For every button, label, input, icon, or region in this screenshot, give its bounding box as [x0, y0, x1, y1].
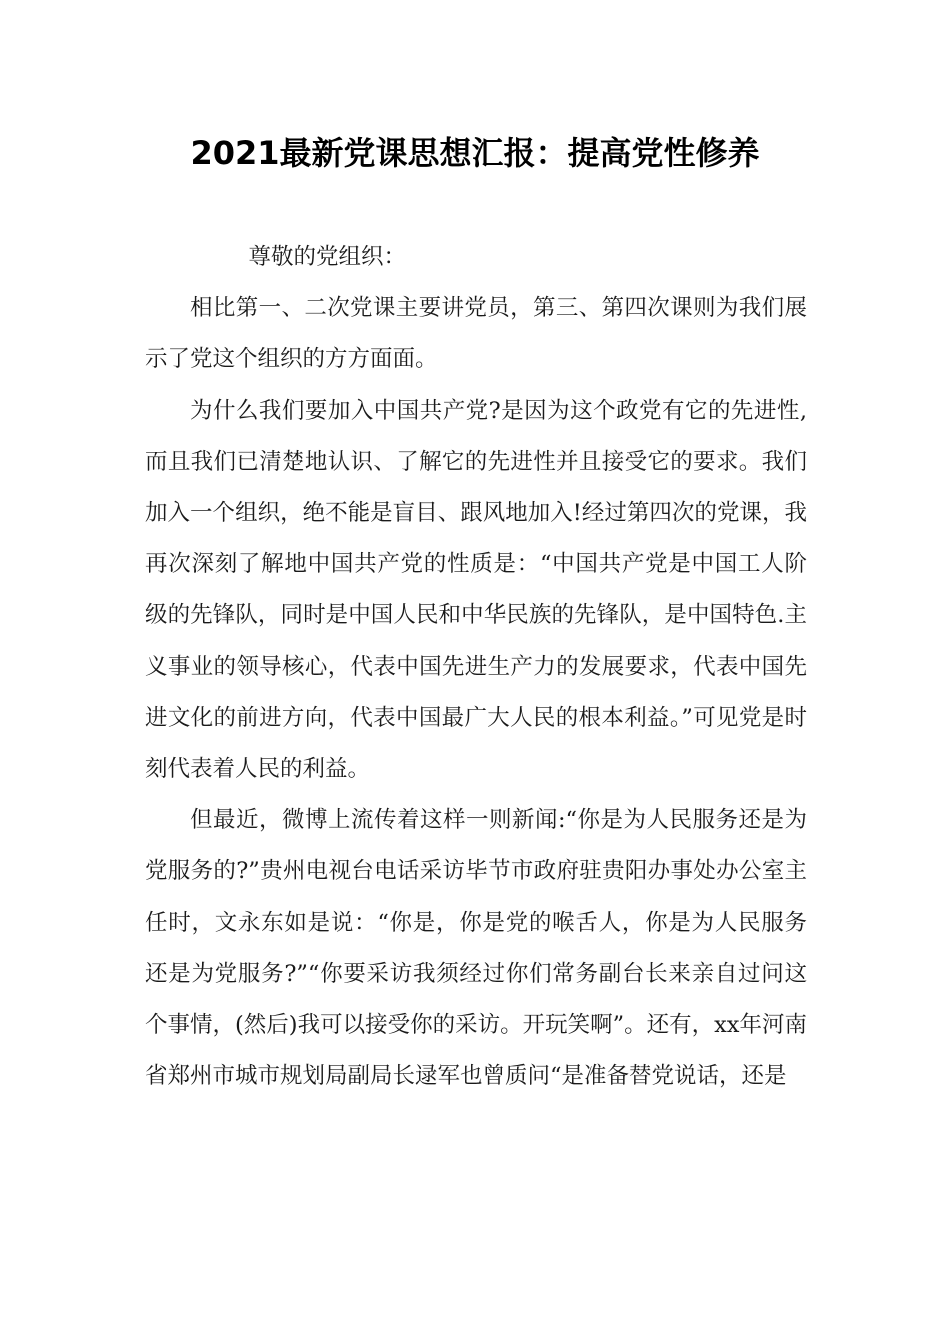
salutation: 尊敬的党组织： — [248, 244, 407, 270]
document-title: 2021最新党课思想汇报：提高党性修养 — [190, 134, 760, 172]
document-body — [145, 232, 807, 1102]
paragraph-3: 但最近，微博上流传着这样一则新闻:“你是为人民服务还是为党服务的?”贵州电视台电话采访毕节市政府驻贵阳办事处办公室主任时，文永东如是说：“你是，你是党的喉舌人，你是为人民服务还是为党服务?”“你要采访我须经过你们常务副台长来亲自过问这个事情，(然后)我可以接受你的采访。开玩笑啊”。还有，xx年河南省郑州市城市规划局副局长逯军也曾质问“是准备替党说话，还是 — [145, 807, 807, 1090]
paragraph-1: 相比第一、二次党课主要讲党员，第三、第四次课则为我们展示了党这个组织的方方面面。 — [145, 295, 807, 373]
paragraph-2: 为什么我们要加入中国共产党?是因为这个政党有它的先进性,而且我们已清楚地认识、了解它的先进性并且接受它的要求。我们加入一个组织，绝不能是盲目、跟风地加入!经过第四次的党课，我再次深刻了解地中国共产党的性质是：“中国共产党是中国工人阶级的先锋队，同时是中国人民和中华民族的先锋队，是中国特色.主义事业的领导核心，代表中国先进生产力的发展要求，代表中国先进文化的前进方向，代表中国最广大人民的根本利益。”可见党是时刻代表着人民的利益。 — [145, 397, 807, 783]
